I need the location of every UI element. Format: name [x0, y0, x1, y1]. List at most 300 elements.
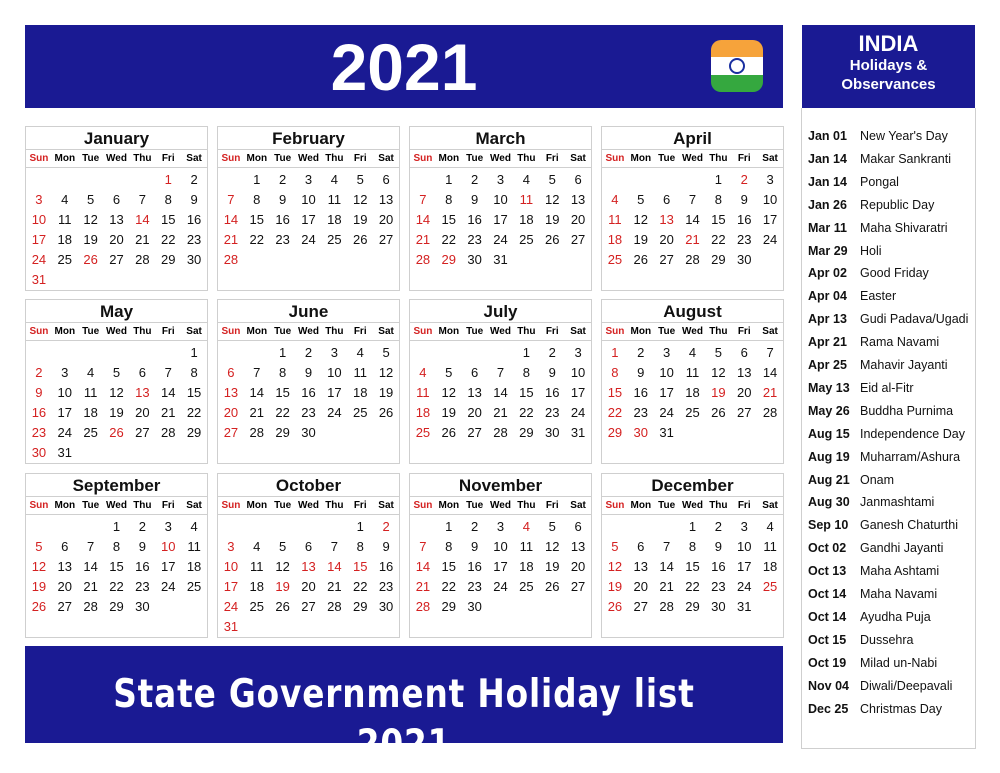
day-cell: 2	[637, 345, 645, 360]
holiday-day-cell: 14	[135, 212, 150, 227]
day-cell: 9	[548, 365, 556, 380]
weekday-label: Mon	[54, 500, 76, 511]
empty-cell	[680, 170, 706, 190]
day-grid	[602, 343, 783, 443]
day-cell: 23	[186, 232, 202, 247]
day-cell: 21	[135, 232, 150, 247]
empty-cell	[654, 170, 680, 190]
day-cell: 23	[275, 232, 290, 247]
holiday-name: Gandhi Jayanti	[860, 541, 944, 556]
day-cell: 11	[353, 365, 367, 380]
weekday-label: Mon	[438, 500, 460, 511]
empty-cell	[218, 170, 244, 190]
weekday-label: Sun	[605, 500, 625, 511]
day-cell: 12	[352, 192, 368, 207]
footer-banner	[25, 646, 783, 767]
weekday-label: Fri	[737, 500, 751, 511]
weekday-label: Wed	[106, 153, 127, 164]
day-cell: 15	[275, 385, 290, 400]
day-cell: 23	[736, 232, 752, 247]
weekday-label: Tue	[274, 500, 292, 511]
holiday-date: Apr 25	[808, 358, 847, 372]
day-grid	[602, 170, 783, 270]
day-cell: 15	[441, 212, 456, 227]
day-cell: 10	[493, 192, 508, 207]
day-cell: 22	[249, 232, 264, 247]
empty-cell	[104, 170, 130, 190]
day-cell: 23	[544, 405, 560, 420]
day-cell: 16	[711, 559, 726, 574]
holiday-date: Aug 19	[808, 449, 850, 464]
day-cell: 16	[467, 559, 482, 574]
day-cell: 10	[57, 385, 72, 400]
holiday-row	[808, 472, 894, 488]
holiday-day-cell: 4	[522, 519, 530, 534]
holiday-day-cell: 26	[109, 425, 124, 440]
empty-cell	[436, 343, 462, 363]
day-cell: 22	[275, 405, 290, 420]
weekday-label: Wed	[490, 326, 511, 337]
empty-cell	[52, 170, 78, 190]
day-cell: 9	[304, 365, 313, 380]
weekday-label: Fri	[545, 326, 559, 337]
day-cell: 18	[415, 405, 431, 420]
day-cell: 15	[685, 559, 700, 574]
holiday-name: Eid al-Fitr	[860, 380, 914, 395]
day-cell: 23	[378, 579, 394, 594]
weekday-label: Tue	[274, 326, 292, 337]
weekday-label: Thu	[709, 153, 728, 164]
holiday-date: Nov 04	[808, 678, 849, 693]
day-cell: 12	[378, 365, 394, 380]
holiday-day-cell: 14	[327, 559, 342, 574]
empty-cell	[321, 517, 347, 537]
weekday-label: Wed	[298, 153, 319, 164]
weekday-header	[602, 150, 783, 168]
day-cell: 8	[688, 539, 697, 554]
day-cell: 9	[190, 192, 198, 207]
day-cell: 1	[253, 172, 261, 187]
day-cell: 3	[740, 519, 748, 534]
day-cell: 19	[378, 385, 394, 400]
day-cell: 13	[570, 192, 586, 207]
day-cell: 17	[570, 385, 586, 400]
day-cell: 10	[493, 539, 508, 554]
holiday-name: Independence Day	[860, 426, 965, 441]
day-cell: 26	[544, 232, 560, 247]
empty-cell	[218, 343, 244, 363]
day-cell: 1	[522, 345, 530, 360]
day-cell: 19	[633, 232, 648, 247]
day-cell: 28	[762, 405, 778, 420]
holiday-row	[808, 655, 937, 671]
weekday-label: Fri	[737, 326, 751, 337]
day-cell: 8	[112, 539, 121, 554]
day-cell: 8	[164, 192, 172, 207]
day-cell: 5	[714, 345, 722, 360]
day-cell: 25	[57, 252, 72, 267]
day-cell: 1	[112, 519, 121, 534]
day-cell: 27	[570, 579, 586, 594]
day-cell: 6	[112, 192, 121, 207]
day-cell: 22	[519, 405, 534, 420]
day-cell: 12	[441, 385, 456, 400]
month-october	[217, 473, 400, 638]
day-cell: 30	[736, 252, 752, 267]
day-cell: 24	[57, 425, 72, 440]
day-cell: 24	[736, 579, 752, 594]
day-cell: 8	[356, 539, 364, 554]
day-cell: 30	[544, 425, 560, 440]
day-cell: 17	[762, 212, 778, 227]
day-cell: 6	[637, 539, 645, 554]
month-name: May	[26, 300, 207, 323]
day-cell: 20	[633, 579, 648, 594]
day-cell: 13	[570, 539, 586, 554]
day-cell: 10	[659, 365, 674, 380]
holiday-name: Maha Navami	[860, 587, 938, 601]
day-cell: 29	[186, 425, 202, 440]
day-cell: 24	[223, 599, 239, 614]
day-cell: 3	[35, 192, 43, 207]
weekday-label: Sat	[186, 153, 202, 164]
day-cell: 14	[493, 385, 508, 400]
weekday-label: Sat	[186, 500, 202, 511]
day-cell: 14	[762, 365, 778, 380]
empty-cell	[410, 343, 436, 363]
day-cell: 17	[493, 559, 508, 574]
weekday-label: Tue	[82, 500, 100, 511]
weekday-header	[26, 497, 207, 515]
day-cell: 18	[352, 385, 368, 400]
month-march	[409, 126, 592, 291]
day-cell: 17	[659, 385, 674, 400]
weekday-label: Tue	[466, 326, 484, 337]
day-cell: 16	[736, 212, 752, 227]
holiday-name: Good Friday	[860, 266, 929, 281]
day-cell: 14	[223, 212, 239, 227]
holiday-date: Oct 15	[808, 632, 847, 647]
day-cell: 18	[519, 212, 534, 227]
holiday-row	[808, 220, 948, 236]
day-cell: 31	[31, 272, 47, 287]
holiday-date: Mar 29	[808, 243, 848, 258]
empty-cell	[26, 517, 52, 537]
day-cell: 28	[685, 252, 700, 267]
day-cell: 29	[441, 599, 456, 614]
weekday-label: Wed	[490, 500, 511, 511]
day-cell: 25	[83, 425, 98, 440]
holiday-date: Aug 21	[808, 472, 850, 487]
weekday-label: Thu	[133, 500, 152, 511]
day-cell: 11	[327, 192, 342, 207]
day-cell: 16	[467, 212, 482, 227]
day-cell: 6	[138, 365, 146, 380]
empty-cell	[602, 170, 628, 190]
month-name: February	[218, 127, 399, 150]
holiday-date: Aug 30	[808, 495, 850, 510]
empty-cell	[78, 343, 104, 363]
day-cell: 26	[352, 232, 368, 247]
weekday-label: Mon	[630, 326, 652, 337]
holiday-date: May 26	[808, 403, 850, 418]
holiday-date: Apr 21	[808, 335, 847, 350]
weekday-label: Mon	[630, 500, 652, 511]
day-cell: 14	[659, 559, 674, 574]
day-cell: 9	[35, 385, 43, 400]
holiday-name: Diwali/Deepavali	[860, 678, 953, 693]
day-cell: 21	[83, 579, 98, 594]
day-cell: 27	[736, 405, 752, 420]
holiday-day-cell: 19	[275, 579, 290, 594]
day-cell: 29	[711, 252, 726, 267]
day-cell: 3	[304, 172, 313, 187]
holiday-name: Makar Sankranti	[860, 151, 952, 166]
day-cell: 13	[57, 559, 72, 574]
empty-cell	[410, 517, 436, 537]
day-cell: 9	[740, 192, 748, 207]
holiday-day-cell: 4	[611, 192, 619, 207]
weekday-header	[602, 323, 783, 341]
weekday-label: Mon	[246, 326, 268, 337]
day-cell: 27	[135, 425, 150, 440]
day-cell: 10	[301, 192, 316, 207]
weekday-label: Sat	[570, 153, 586, 164]
day-cell: 23	[711, 579, 726, 594]
day-cell: 29	[109, 599, 124, 614]
holiday-day-cell: 25	[762, 579, 778, 594]
weekday-label: Sun	[413, 153, 433, 164]
weekday-label: Wed	[682, 500, 703, 511]
day-cell: 30	[31, 445, 47, 460]
day-cell: 11	[416, 385, 430, 400]
empty-cell	[129, 170, 155, 190]
weekday-label: Wed	[106, 500, 127, 511]
day-cell: 2	[35, 365, 43, 380]
day-cell: 2	[304, 345, 313, 360]
day-cell: 23	[467, 579, 482, 594]
holiday-row	[808, 701, 942, 717]
day-cell: 24	[493, 579, 508, 594]
month-july	[409, 299, 592, 464]
weekday-label: Sat	[186, 326, 202, 337]
day-cell: 19	[31, 579, 47, 594]
holiday-day-cell: 15	[607, 385, 623, 400]
weekday-header	[218, 150, 399, 168]
weekday-label: Sun	[605, 153, 625, 164]
day-cell: 15	[519, 385, 534, 400]
holiday-name: Maha Shivaratri	[860, 220, 948, 235]
day-cell: 29	[519, 425, 534, 440]
empty-cell	[462, 343, 488, 363]
day-cell: 22	[441, 579, 456, 594]
day-cell: 7	[87, 539, 95, 554]
panel-subtitle: Holidays & Observances	[841, 57, 936, 93]
holiday-row	[808, 151, 951, 167]
holiday-row	[808, 586, 937, 602]
day-cell: 10	[223, 559, 239, 574]
weekday-label: Sat	[762, 500, 778, 511]
holiday-name: Milad un-Nabi	[860, 655, 938, 670]
weekday-label: Sun	[221, 326, 241, 337]
day-cell: 10	[327, 365, 342, 380]
empty-cell	[52, 343, 78, 363]
day-cell: 22	[711, 232, 726, 247]
month-january	[25, 126, 208, 291]
day-grid	[410, 517, 591, 617]
month-name: October	[218, 474, 399, 497]
holiday-name: Mahavir Jayanti	[860, 358, 948, 372]
day-cell: 26	[544, 579, 560, 594]
weekday-label: Mon	[54, 153, 76, 164]
holiday-date: Apr 02	[808, 266, 847, 281]
empty-cell	[26, 170, 52, 190]
day-cell: 5	[35, 539, 43, 554]
weekday-label: Mon	[246, 500, 268, 511]
holiday-date: Jan 26	[808, 197, 847, 212]
day-cell: 8	[611, 365, 619, 380]
day-cell: 21	[327, 579, 342, 594]
day-cell: 6	[227, 365, 235, 380]
month-name: April	[602, 127, 783, 150]
weekday-label: Thu	[517, 153, 536, 164]
month-august	[601, 299, 784, 464]
day-cell: 7	[330, 539, 338, 554]
weekday-label: Wed	[682, 326, 703, 337]
holiday-date: Jan 14	[808, 151, 847, 166]
month-november	[409, 473, 592, 638]
holiday-row	[808, 380, 913, 396]
day-cell: 30	[186, 252, 202, 267]
month-december	[601, 473, 784, 638]
day-cell: 4	[522, 172, 530, 187]
weekday-label: Tue	[658, 326, 676, 337]
day-cell: 6	[663, 192, 671, 207]
day-cell: 28	[415, 599, 431, 614]
day-cell: 31	[57, 445, 72, 460]
weekday-header	[602, 497, 783, 515]
holiday-date: Oct 14	[808, 587, 847, 601]
holiday-name: Christmas Day	[860, 701, 942, 716]
day-cell: 17	[31, 232, 47, 247]
empty-cell	[410, 170, 436, 190]
day-cell: 13	[467, 385, 482, 400]
day-cell: 9	[471, 192, 479, 207]
holiday-date: Apr 04	[808, 289, 847, 304]
holiday-day-cell: 29	[441, 252, 456, 267]
weekday-label: Tue	[82, 326, 100, 337]
day-cell: 1	[714, 172, 722, 187]
weekday-label: Fri	[161, 500, 175, 511]
day-cell: 2	[471, 519, 479, 534]
day-cell: 12	[109, 385, 124, 400]
day-cell: 5	[87, 192, 95, 207]
day-cell: 24	[160, 579, 176, 594]
day-cell: 23	[301, 405, 316, 420]
day-cell: 8	[522, 365, 530, 380]
weekday-label: Sat	[378, 500, 394, 511]
month-name: August	[602, 300, 783, 323]
day-grid	[26, 170, 207, 290]
day-cell: 30	[711, 599, 726, 614]
day-cell: 4	[61, 192, 69, 207]
holiday-row	[808, 632, 914, 648]
holiday-date: Oct 13	[808, 564, 847, 579]
weekday-label: Wed	[490, 153, 511, 164]
day-cell: 19	[352, 212, 368, 227]
holiday-day-cell: 15	[352, 559, 368, 574]
day-cell: 3	[164, 519, 172, 534]
holiday-day-cell: 21	[685, 232, 700, 247]
day-cell: 19	[544, 212, 560, 227]
holiday-row	[808, 243, 882, 259]
weekday-label: Thu	[517, 326, 536, 337]
day-cell: 22	[109, 579, 124, 594]
holiday-name: Republic Day	[860, 197, 935, 212]
year-header	[25, 25, 783, 108]
day-cell: 2	[190, 172, 198, 187]
day-cell: 27	[301, 599, 316, 614]
day-cell: 17	[301, 212, 316, 227]
day-cell: 30	[301, 425, 316, 440]
day-cell: 26	[441, 425, 456, 440]
day-cell: 22	[607, 405, 623, 420]
day-cell: 28	[135, 252, 150, 267]
day-cell: 20	[736, 385, 752, 400]
day-cell: 3	[496, 172, 505, 187]
holiday-date: Apr 13	[808, 312, 847, 327]
day-cell: 6	[574, 519, 582, 534]
day-cell: 28	[659, 599, 674, 614]
holiday-row	[808, 517, 958, 533]
day-cell: 26	[633, 252, 648, 267]
day-cell: 21	[249, 405, 264, 420]
day-cell: 11	[187, 539, 201, 554]
weekday-header	[26, 150, 207, 168]
weekday-label: Mon	[438, 153, 460, 164]
day-cell: 7	[419, 192, 427, 207]
month-june	[217, 299, 400, 464]
day-cell: 30	[467, 252, 482, 267]
weekday-label: Fri	[353, 500, 367, 511]
day-cell: 18	[83, 405, 98, 420]
holiday-day-cell: 25	[607, 252, 623, 267]
weekday-header	[410, 150, 591, 168]
empty-cell	[628, 170, 654, 190]
day-cell: 7	[496, 365, 505, 380]
day-cell: 16	[633, 385, 648, 400]
month-name: December	[602, 474, 783, 497]
holiday-date: Oct 02	[808, 541, 847, 556]
day-cell: 12	[83, 212, 98, 227]
day-cell: 30	[135, 599, 150, 614]
day-cell: 27	[659, 252, 674, 267]
day-cell: 7	[138, 192, 146, 207]
day-cell: 26	[275, 599, 290, 614]
weekday-label: Sun	[221, 153, 241, 164]
day-cell: 24	[570, 405, 586, 420]
day-grid	[26, 517, 207, 617]
day-cell: 3	[663, 345, 671, 360]
holiday-name: Dussehra	[860, 632, 914, 647]
weekday-label: Mon	[630, 153, 652, 164]
day-cell: 5	[637, 192, 645, 207]
day-cell: 4	[330, 172, 338, 187]
day-cell: 5	[548, 519, 556, 534]
day-cell: 12	[607, 559, 623, 574]
day-cell: 26	[607, 599, 623, 614]
day-cell: 19	[441, 405, 456, 420]
